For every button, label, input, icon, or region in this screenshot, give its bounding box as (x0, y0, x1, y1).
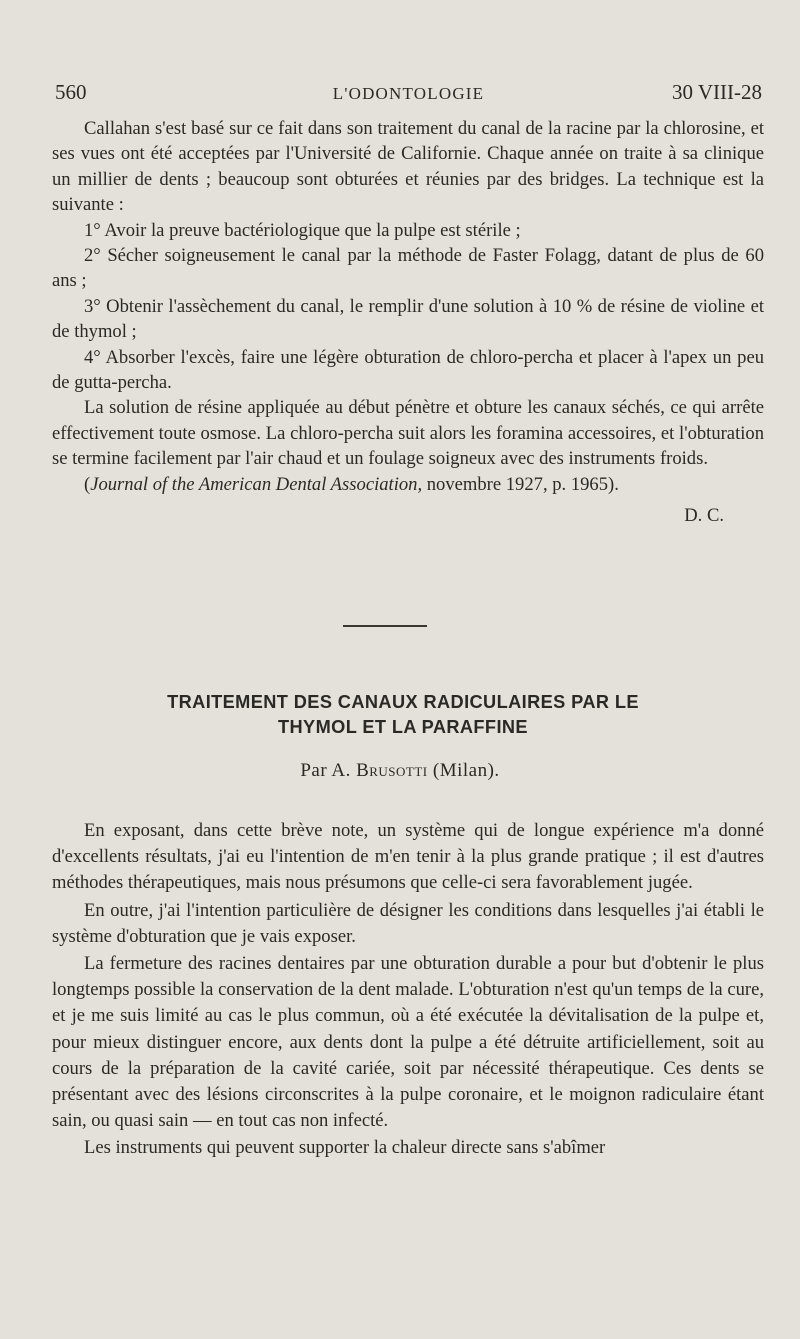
running-title: L'ODONTOLOGIE (332, 84, 485, 103)
signature: D. C. (684, 505, 724, 527)
citation-details: novembre 1927, p. 1965). (422, 473, 619, 495)
step-2: 2° Sécher soigneusement le canal par la méthode de Faster Folagg, datant de plus de 60 ans ; (52, 245, 764, 292)
step-1: 1° Avoir la preuve bactériologique que la pulpe est stérile ; (84, 219, 521, 241)
paragraph-4: Les instruments qui peuvent supporter la chaleur directe sans s'abîmer (84, 1137, 606, 1159)
intro-paragraph: Callahan s'est basé sur ce fait dans son traitement du canal de la racine par la chlorosine, et ses vues ont été acceptées par l'Université de Californie. Chaque année on traite à sa clinique un millier de dents ; beaucoup sont obturées et réunies par des bridges. La technique est la suivante : (52, 118, 764, 216)
step-3: 3° Obtenir l'assèchement du canal, le remplir d'une solution à 10 % de résine de violine et de thymol ; (52, 295, 764, 343)
author-prefix: Par A. (300, 760, 357, 781)
paragraph-3: La fermeture des racines dentaires par une obturation durable a pour but d'obtenir le plus longtemps possible la conservation de la dent malade. L'obturation n'est qu'un temps de la cure, et je me suis limité au cas le plus commun, où a été exécutée la dévitalisation de la pulpe et, pour mieux distinguer encore, aux dents dont la pulpe a été détruite artificiellement, soit au cours de la préparation de la cavité cariée, soit par nécessité thérapeutique. Ces dents se présentant avec des lésions circonscrites à la pulpe coronaire, et le moignon radiculaire étant sain, ou quasi sain — en tout cas non infecté. (52, 953, 764, 1132)
solution-paragraph: La solution de résine appliquée au début pénètre et obture les canaux séchés, ce qui arrête effectivement toute osmose. La chloro-percha suit alors les foramina accessoires, et l'obturation se termine facilement par l'air chaud et un foulage soigneux avec des instruments froids. (52, 397, 764, 470)
page-number: 560 (55, 80, 87, 104)
author-city: (Milan). (427, 760, 500, 781)
article-body (52, 818, 764, 1162)
article-title (52, 690, 754, 740)
author-name: Brusotti (356, 760, 428, 781)
step-4: 4° Absorber l'excès, faire une légère obturation de chloro-percha et placer à l'apex un peu de gutta-percha. (52, 346, 764, 394)
paragraph-2: En outre, j'ai l'intention particulière de désigner les conditions dans lesquelles j'ai établi le système d'obturation que je vais exposer. (52, 899, 764, 947)
paragraph-1: En exposant, dans cette brève note, un système qui de longue expérience m'a donné d'excellents résultats, j'ai eu l'intention de m'en tenir à la plus grande pratique ; il est d'autres méthodes thérapeutiques, mais nous présumons que celle-ci sera favorablement jugée. (52, 820, 764, 894)
article-author (0, 760, 800, 782)
title-line-1: TRAITEMENT DES CANAUX RADICULAIRES PAR LE (167, 692, 639, 712)
title-line-2: THYMOL ET LA PARAFFINE (278, 717, 528, 737)
section-divider (343, 625, 427, 627)
citation: (Journal of the American Dental Association, novembre 1927, p. 1965). (84, 473, 619, 495)
section-callahan (52, 116, 764, 529)
issue-date: 30 VIII-28 (671, 80, 762, 104)
citation-journal: Journal of the American Dental Association, (90, 473, 423, 495)
